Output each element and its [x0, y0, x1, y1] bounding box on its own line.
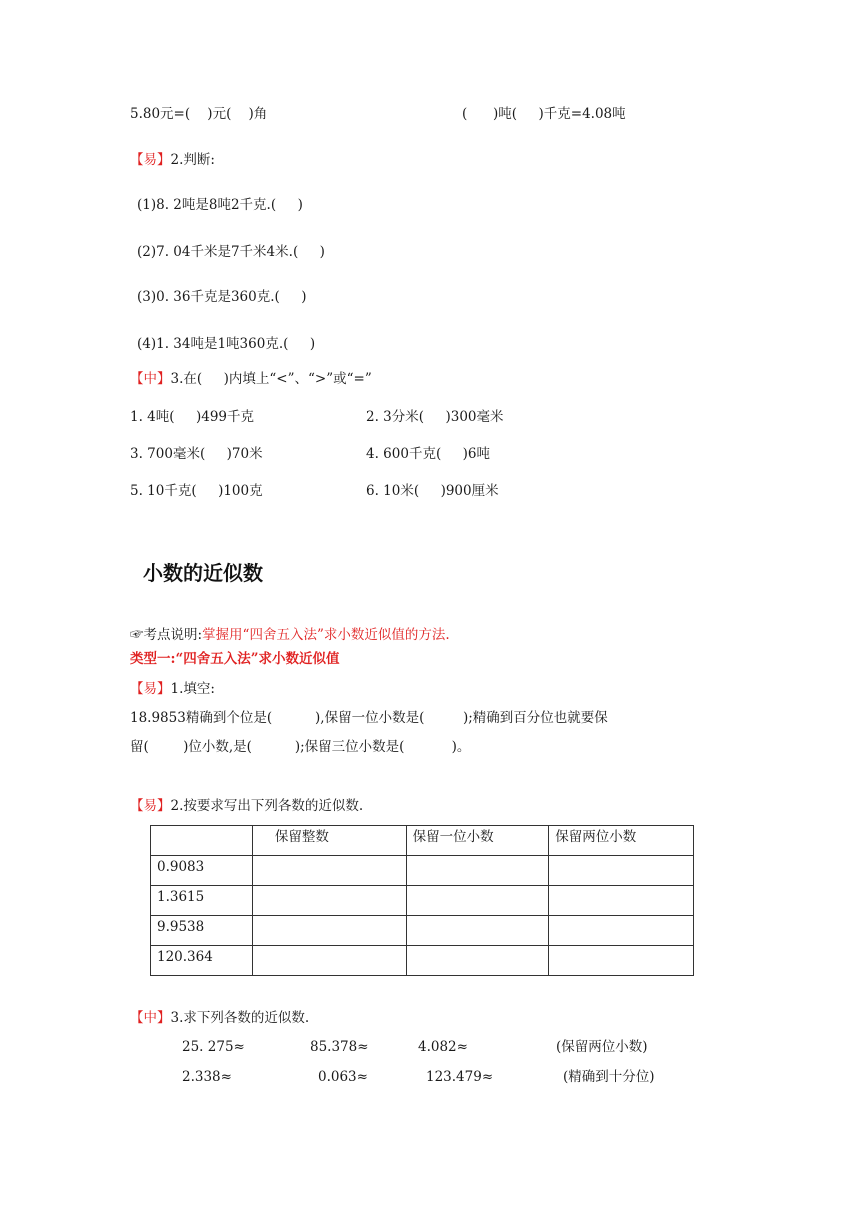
- judge-item-1: (1)8. 2吨是8吨2千克.( ): [137, 197, 303, 213]
- compare-item-3: 3. 700毫米( )70米: [130, 446, 263, 462]
- section-q2-title: [130, 797, 363, 815]
- answer-cell[interactable]: [406, 886, 549, 916]
- topic-note: [130, 626, 450, 644]
- table-cell: 0.9083: [151, 856, 253, 886]
- compare-item-1: 1. 4吨( )499千克: [130, 409, 255, 425]
- table-row: [151, 916, 694, 946]
- compare-item-4: 4. 600千克( )6吨: [366, 446, 491, 462]
- answer-cell[interactable]: [549, 916, 694, 946]
- compare-item-5: 5. 10千克( )100克: [130, 483, 263, 499]
- answer-cell[interactable]: [549, 946, 694, 976]
- approx-item: 4.082≈: [418, 1039, 468, 1055]
- table-row: [151, 856, 694, 886]
- question-text: 3.在( )内填上“<”、“>”或“=”: [170, 371, 372, 387]
- question-3-title: [130, 370, 372, 388]
- section-q1-title: [130, 680, 215, 698]
- approx-instruction: (精确到十分位): [563, 1069, 655, 1085]
- approximation-table: [150, 825, 694, 976]
- type-title: 类型一:“四舍五入法”求小数近似值: [130, 651, 340, 667]
- judge-item-3: (3)0. 36千克是360克.( ): [137, 289, 307, 305]
- question-text: 3.求下列各数的近似数.: [170, 1010, 310, 1026]
- difficulty-tag: 【中】: [130, 371, 171, 387]
- fill-blank-line-2: 留( )位小数,是( );保留三位小数是( )。: [130, 739, 471, 755]
- table-cell: 1.3615: [151, 886, 253, 916]
- approx-item: 85.378≈: [310, 1039, 369, 1055]
- table-header-cell: 保留一位小数: [406, 826, 549, 856]
- table-row: [151, 946, 694, 976]
- table-cell: 9.9538: [151, 916, 253, 946]
- pointing-hand-label: ☞考点说明:: [130, 627, 203, 643]
- approx-item: 0.063≈: [318, 1069, 368, 1085]
- table-header-row: [151, 826, 694, 856]
- section-heading: 小数的近似数: [143, 561, 263, 585]
- table-header-cell: [151, 826, 253, 856]
- question-2-title: [130, 151, 215, 169]
- judge-item-2: (2)7. 04千米是7千米4米.( ): [137, 244, 325, 260]
- question-text: 2.按要求写出下列各数的近似数.: [170, 798, 364, 814]
- difficulty-tag: 【易】: [130, 152, 171, 168]
- answer-cell[interactable]: [252, 916, 406, 946]
- table-header-cell: 保留整数: [252, 826, 406, 856]
- answer-cell[interactable]: [549, 856, 694, 886]
- difficulty-tag: 【易】: [130, 681, 171, 697]
- compare-item-2: 2. 3分米( )300毫米: [366, 409, 504, 425]
- judge-item-4: (4)1. 34吨是1吨360克.( ): [137, 336, 316, 352]
- approx-instruction: (保留两位小数): [556, 1039, 648, 1055]
- answer-cell[interactable]: [406, 916, 549, 946]
- topic-note-text: 掌握用“四舍五入法”求小数近似值的方法.: [202, 627, 450, 643]
- difficulty-tag: 【中】: [130, 1010, 171, 1026]
- approx-item: 2.338≈: [182, 1069, 232, 1085]
- answer-cell[interactable]: [252, 946, 406, 976]
- section-q3-title: [130, 1009, 309, 1027]
- answer-cell[interactable]: [252, 886, 406, 916]
- approx-item: 123.479≈: [426, 1069, 494, 1085]
- table-row: [151, 886, 694, 916]
- answer-cell[interactable]: [406, 946, 549, 976]
- fill-blank-line-1: 18.9853精确到个位是( ),保留一位小数是( );精确到百分位也就要保: [130, 710, 608, 726]
- question-text: 2.判断:: [170, 152, 215, 168]
- conversion-line-left: 5.80元=( )元( )角: [130, 106, 268, 122]
- answer-cell[interactable]: [549, 886, 694, 916]
- table-cell: 120.364: [151, 946, 253, 976]
- difficulty-tag: 【易】: [130, 798, 171, 814]
- question-text: 1.填空:: [170, 681, 215, 697]
- answer-cell[interactable]: [406, 856, 549, 886]
- conversion-line-right: ( )吨( )千克=4.08吨: [462, 106, 626, 122]
- compare-item-6: 6. 10米( )900厘米: [366, 483, 499, 499]
- answer-cell[interactable]: [252, 856, 406, 886]
- approx-item: 25. 275≈: [182, 1039, 245, 1055]
- table-header-cell: 保留两位小数: [549, 826, 694, 856]
